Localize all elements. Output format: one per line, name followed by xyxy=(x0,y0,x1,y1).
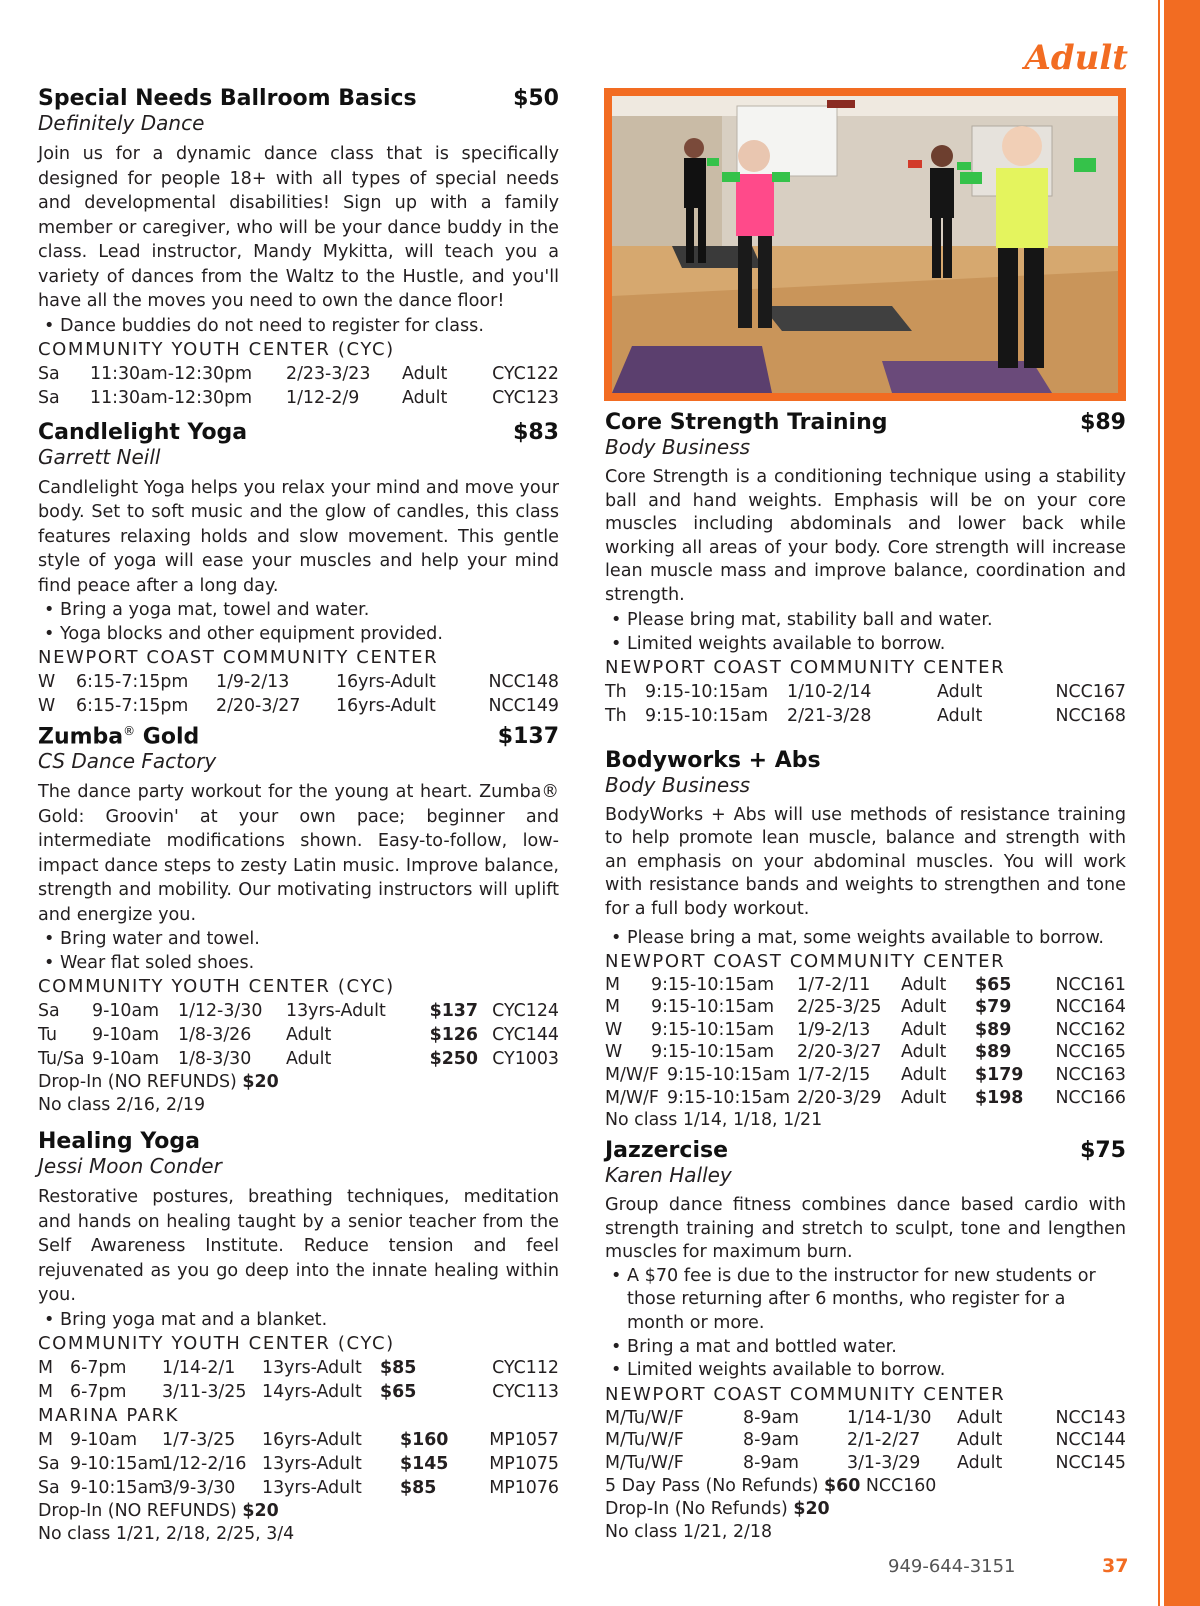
schedule-time: 9-10am xyxy=(92,1049,160,1070)
course-bullet: • Dance buddies do not need to register for class. xyxy=(38,314,559,338)
schedule-dates: 1/10-2/14 xyxy=(787,681,872,702)
course-price: $75 xyxy=(1080,1138,1126,1164)
schedule-dates: 1/8-3/26 xyxy=(178,1025,252,1046)
course-title: Healing Yoga xyxy=(38,1129,200,1155)
schedule-day: W xyxy=(38,672,56,692)
schedule-row xyxy=(38,999,559,1023)
schedule-row xyxy=(605,1019,1126,1042)
schedule-code: NCC162 xyxy=(1055,1019,1126,1040)
schedule-price: $160 xyxy=(400,1429,449,1450)
location-heading: NEWPORT COAST COMMUNITY CENTER xyxy=(605,1383,1006,1405)
schedule-row xyxy=(605,704,1126,728)
schedule-day: M xyxy=(605,974,621,995)
course-description: BodyWorks + Abs will use methods of resistance training to help promote lean muscle, balance and strength with an emphasis on your abdominal muscles. You will work with resistance bands and weights to strengthen and tone for a full body workout. xyxy=(605,804,1126,919)
schedule-code: NCC149 xyxy=(488,696,559,716)
schedule-dates: 1/12-2/16 xyxy=(162,1453,247,1474)
schedule-dates: 1/8-3/30 xyxy=(178,1049,252,1070)
schedule-code: CYC123 xyxy=(492,387,559,408)
schedule-dates: 2/23-3/23 xyxy=(286,363,371,384)
course-title xyxy=(38,724,199,749)
schedule-age: 13yrs-Adult xyxy=(262,1357,362,1378)
schedule-time: 9-10am xyxy=(70,1429,138,1450)
schedule-row xyxy=(605,1041,1126,1064)
schedule-day: Sa xyxy=(38,1477,60,1498)
schedule-row xyxy=(605,1429,1126,1452)
course-instructor: Body Business xyxy=(605,772,751,797)
schedule-time: 6-7pm xyxy=(70,1357,127,1378)
schedule-time: 9:15-10:15am xyxy=(645,705,769,726)
schedule-code: MP1057 xyxy=(489,1429,559,1450)
course-title: Bodyworks + Abs xyxy=(605,747,821,773)
schedule-age: Adult xyxy=(901,997,947,1018)
schedule-dates: 1/7-2/15 xyxy=(797,1064,871,1085)
dropin-label: Drop-In (No Refunds) xyxy=(605,1498,788,1519)
schedule-code: NCC161 xyxy=(1055,974,1126,995)
course-price: $50 xyxy=(513,86,559,111)
schedule-time: 8-9am xyxy=(743,1430,800,1451)
schedule-time: 9-10:15am xyxy=(70,1453,166,1474)
dropin-price: $20 xyxy=(242,1500,279,1521)
course-title-rest: Gold xyxy=(135,724,200,750)
course-jazzercise xyxy=(605,1138,1126,1544)
schedule-price: $126 xyxy=(429,1025,478,1046)
schedule-dates: 1/12-3/30 xyxy=(178,1001,263,1022)
course-candlelight-yoga xyxy=(38,420,559,719)
course-healing-yoga xyxy=(38,1129,559,1546)
registered-mark: ® xyxy=(123,724,136,738)
location-heading: MARINA PARK xyxy=(38,1404,180,1426)
course-title: Candlelight Yoga xyxy=(38,419,248,445)
schedule-age: Adult xyxy=(937,705,983,726)
schedule-time: 9-10:15am xyxy=(70,1477,166,1498)
no-class-note: No class 1/21, 2/18 xyxy=(605,1521,773,1542)
schedule-price: $198 xyxy=(975,1087,1024,1108)
schedule-code: NCC148 xyxy=(488,672,559,692)
course-bullet: • Bring water and towel. xyxy=(38,927,559,951)
schedule-row xyxy=(38,386,559,410)
course-instructor: Jessi Moon Conder xyxy=(38,1154,222,1179)
schedule-time: 9:15-10:15am xyxy=(651,1019,775,1040)
dropin-price: $20 xyxy=(242,1072,279,1093)
schedule-row xyxy=(38,694,559,718)
schedule-dates: 2/20-3/29 xyxy=(797,1087,882,1108)
day-pass-note xyxy=(605,1475,1126,1498)
dropin-note xyxy=(605,1498,1126,1521)
course-instructor: Definitely Dance xyxy=(38,111,205,135)
course-price: $89 xyxy=(1080,410,1126,435)
schedule-row xyxy=(38,1476,559,1500)
footer-phone: 949-644-3151 xyxy=(888,1556,1016,1577)
location-heading: COMMUNITY YOUTH CENTER (CYC) xyxy=(38,338,395,360)
location-heading: NEWPORT COAST COMMUNITY CENTER xyxy=(605,950,1006,972)
schedule-price: $179 xyxy=(975,1064,1024,1085)
dropin-label: Drop-In (NO REFUNDS) xyxy=(38,1072,237,1093)
schedule-code: CYC124 xyxy=(492,1001,559,1022)
page-number: 37 xyxy=(1102,1555,1129,1577)
schedule-dates: 3/9-3/30 xyxy=(162,1477,236,1498)
schedule-day: M/Tu/W/F xyxy=(605,1453,684,1474)
schedule-age: Adult xyxy=(286,1049,332,1070)
class-photo xyxy=(612,96,1118,393)
schedule-time: 11:30am-12:30pm xyxy=(90,363,253,384)
course-title: Core Strength Training xyxy=(605,410,888,435)
schedule-row xyxy=(38,1023,559,1047)
schedule-dates: 2/25-3/25 xyxy=(797,997,882,1018)
schedule-day: Sa xyxy=(38,1001,60,1022)
schedule-code: NCC166 xyxy=(1055,1087,1126,1108)
schedule-age: Adult xyxy=(957,1430,1003,1451)
schedule-day: W xyxy=(38,696,56,716)
page-edge-stripe xyxy=(1158,0,1160,1606)
course-description: Join us for a dynamic dance class that is specifically designed for people 18+ with all types of special needs and developmental disabilities! Sign up with a family member or caregiver, who will be your dance buddy in the class. Lead instructor, Mandy Mykitta, will teach you a variety of dances from the Waltz to the Hustle, and you'll have all the moves you need to own the dance floor! xyxy=(38,144,559,311)
schedule-time: 9-10am xyxy=(92,1025,160,1046)
schedule-time: 9:15-10:15am xyxy=(667,1064,791,1085)
schedule-code: NCC163 xyxy=(1055,1064,1126,1085)
schedule-age: 13yrs-Adult xyxy=(262,1453,362,1474)
schedule-time: 9:15-10:15am xyxy=(651,997,775,1018)
schedule-row xyxy=(605,1087,1126,1110)
course-description: Restorative postures, breathing techniques, meditation and hands on healing taught by a senior teacher from the Self Awareness Institute. Reduce tension and feel rejuvenated as you go deep into the innate healing within you. xyxy=(38,1187,559,1306)
section-title: Adult xyxy=(1024,38,1128,78)
schedule-dates: 2/21-3/28 xyxy=(787,705,872,726)
course-instructor: Karen Halley xyxy=(605,1163,732,1188)
schedule-dates: 2/20-3/27 xyxy=(797,1042,882,1063)
schedule-row xyxy=(38,1428,559,1452)
schedule-age: 16yrs-Adult xyxy=(336,672,436,692)
no-class-note: No class 1/14, 1/18, 1/21 xyxy=(605,1110,823,1131)
course-bodyworks-abs xyxy=(605,748,1126,1133)
course-bullet: • Wear flat soled shoes. xyxy=(38,951,559,975)
dropin-label: Drop-In (NO REFUNDS) xyxy=(38,1500,237,1521)
schedule-dates: 2/20-3/27 xyxy=(216,696,301,716)
schedule-dates: 1/9-2/13 xyxy=(797,1019,871,1040)
schedule-age: Adult xyxy=(901,974,947,995)
schedule-code: NCC143 xyxy=(1055,1407,1126,1428)
schedule-age: Adult xyxy=(901,1087,947,1108)
schedule-row xyxy=(38,362,559,386)
course-bullet: • Bring a yoga mat, towel and water. xyxy=(38,598,559,622)
dropin-note xyxy=(38,1500,559,1523)
schedule-code: MP1076 xyxy=(489,1477,559,1498)
schedule-age: Adult xyxy=(901,1019,947,1040)
course-bullet: • A $70 fee is due to the instructor for new students or those returning after 6 months, who register for a month or more. xyxy=(605,1265,1126,1336)
schedule-dates: 3/1-3/29 xyxy=(847,1453,921,1474)
course-price: $137 xyxy=(497,724,559,750)
schedule-price: $89 xyxy=(975,1019,1012,1040)
schedule-age: Adult xyxy=(937,681,983,702)
schedule-age: Adult xyxy=(402,363,448,384)
course-title: Special Needs Ballroom Basics xyxy=(38,86,417,111)
course-core-strength xyxy=(605,410,1126,728)
schedule-age: Adult xyxy=(957,1453,1003,1474)
schedule-day: W xyxy=(605,1019,623,1040)
no-class-note: No class 1/21, 2/18, 2/25, 3/4 xyxy=(38,1523,295,1544)
schedule-time: 6:15-7:15pm xyxy=(76,696,189,716)
schedule-time: 8-9am xyxy=(743,1453,800,1474)
schedule-code: CYC144 xyxy=(492,1025,559,1046)
course-title: Jazzercise xyxy=(605,1138,729,1164)
course-bullet: • Please bring mat, stability ball and water. xyxy=(605,608,1126,632)
schedule-day: M/Tu/W/F xyxy=(605,1407,684,1428)
schedule-day: M xyxy=(38,1357,54,1378)
course-description: The dance party workout for the young at heart. Zumba® Gold: Groovin' at your own pace; beginner and intermediate modifications shown. Easy-to-follow, low-impact dance steps to zesty Latin music. Improve balance, strength and mobility. Our motivating instructors will uplift and energize you. xyxy=(38,782,559,925)
schedule-row xyxy=(38,1452,559,1476)
schedule-code: CYC113 xyxy=(492,1381,559,1402)
dropin-price: $20 xyxy=(793,1498,830,1519)
schedule-price: $137 xyxy=(429,1001,478,1022)
schedule-row xyxy=(605,1407,1126,1430)
schedule-day: M xyxy=(38,1381,54,1402)
schedule-time: 9:15-10:15am xyxy=(651,974,775,995)
schedule-row xyxy=(605,1064,1126,1087)
schedule-price: $89 xyxy=(975,1042,1012,1063)
course-bullet: • Bring yoga mat and a blanket. xyxy=(38,1308,559,1332)
schedule-dates: 1/7-3/25 xyxy=(162,1429,236,1450)
schedule-price: $85 xyxy=(400,1477,437,1498)
schedule-row xyxy=(38,670,559,694)
schedule-age: Adult xyxy=(901,1042,947,1063)
schedule-code: CY1003 xyxy=(492,1049,559,1070)
course-bullet: • Bring a mat and bottled water. xyxy=(605,1336,1126,1360)
schedule-price: $65 xyxy=(380,1381,417,1402)
schedule-row xyxy=(605,974,1126,997)
course-description: Core Strength is a conditioning technique using a stability ball and hand weights. Emphasis will be on your core muscles including abdominals and lower back while working all areas of your body. Core strength will increase lean muscle mass and improve balance, coordination and strength. xyxy=(605,467,1126,605)
schedule-price: $65 xyxy=(975,974,1012,995)
schedule-age: Adult xyxy=(901,1064,947,1085)
schedule-day: Th xyxy=(605,681,627,702)
schedule-code: NCC145 xyxy=(1055,1453,1126,1474)
course-ballroom xyxy=(38,86,559,410)
schedule-dates: 1/7-2/11 xyxy=(797,974,871,995)
schedule-day: Sa xyxy=(38,387,60,408)
schedule-price: $79 xyxy=(975,997,1012,1018)
schedule-row xyxy=(605,996,1126,1019)
schedule-code: NCC144 xyxy=(1055,1430,1126,1451)
course-description: Candlelight Yoga helps you relax your mind and move your body. Set to soft music and the glow of candles, this class features relaxing holds and slow movement. This gentle style of yoga will ease your muscles and help your mind find peace after a long day. xyxy=(38,477,559,596)
schedule-day: Tu/Sa xyxy=(38,1049,85,1070)
schedule-age: 16yrs-Adult xyxy=(336,696,436,716)
schedule-day: Sa xyxy=(38,363,60,384)
schedule-age: 16yrs-Adult xyxy=(262,1429,362,1450)
schedule-code: CYC122 xyxy=(492,363,559,384)
right-column xyxy=(605,410,1126,1544)
schedule-day: M xyxy=(605,997,621,1018)
schedule-day: Th xyxy=(605,705,627,726)
no-class-note: No class 2/16, 2/19 xyxy=(38,1095,206,1116)
schedule-time: 6:15-7:15pm xyxy=(76,672,189,692)
schedule-time: 9:15-10:15am xyxy=(667,1087,791,1108)
schedule-row xyxy=(38,1356,559,1380)
location-heading: COMMUNITY YOUTH CENTER (CYC) xyxy=(38,1332,395,1354)
schedule-time: 8-9am xyxy=(743,1407,800,1428)
schedule-row xyxy=(38,1047,559,1071)
left-column xyxy=(38,86,559,1546)
schedule-price: $145 xyxy=(400,1453,449,1474)
course-instructor: Body Business xyxy=(605,435,751,459)
schedule-code: NCC168 xyxy=(1055,705,1126,726)
schedule-age: Adult xyxy=(402,387,448,408)
schedule-day: M/W/F xyxy=(605,1087,659,1108)
schedule-dates: 1/14-2/1 xyxy=(162,1357,236,1378)
schedule-age: 13yrs-Adult xyxy=(286,1001,386,1022)
schedule-time: 9:15-10:15am xyxy=(645,681,769,702)
schedule-age: 14yrs-Adult xyxy=(262,1381,362,1402)
schedule-price: $85 xyxy=(380,1357,417,1378)
course-zumba-gold xyxy=(38,724,559,1117)
course-bullet: • Yoga blocks and other equipment provided. xyxy=(38,622,559,646)
orange-sidebar xyxy=(1164,0,1200,1606)
pass-price: $60 xyxy=(824,1475,861,1496)
schedule-day: Tu xyxy=(38,1025,58,1046)
course-bullet: • Limited weights available to borrow. xyxy=(605,632,1126,656)
schedule-code: NCC165 xyxy=(1055,1042,1126,1063)
pass-code: NCC160 xyxy=(865,1475,937,1496)
schedule-dates: 1/12-2/9 xyxy=(286,387,360,408)
course-instructor: CS Dance Factory xyxy=(38,749,217,774)
schedule-day: M xyxy=(38,1429,54,1450)
schedule-age: Adult xyxy=(286,1025,332,1046)
course-instructor: Garrett Neill xyxy=(38,444,161,469)
schedule-code: NCC167 xyxy=(1055,681,1126,702)
course-title-main: Zumba xyxy=(38,724,124,750)
schedule-dates: 1/9-2/13 xyxy=(216,672,290,692)
schedule-code: MP1075 xyxy=(489,1453,559,1474)
schedule-price: $250 xyxy=(429,1049,478,1070)
schedule-time: 6-7pm xyxy=(70,1381,127,1402)
schedule-dates: 1/14-1/30 xyxy=(847,1407,932,1428)
dropin-note xyxy=(38,1071,559,1094)
course-bullet: • Please bring a mat, some weights available to borrow. xyxy=(605,926,1126,950)
schedule-code: CYC112 xyxy=(492,1357,559,1378)
course-description: Group dance fitness combines dance based cardio with strength training and stretch to sculpt, tone and lengthen muscles for maximum burn. xyxy=(605,1195,1126,1263)
schedule-age: Adult xyxy=(957,1407,1003,1428)
schedule-dates: 2/1-2/27 xyxy=(847,1430,921,1451)
schedule-day: M/Tu/W/F xyxy=(605,1430,684,1451)
pass-label: 5 Day Pass (No Refunds) xyxy=(605,1475,819,1496)
schedule-time: 9-10am xyxy=(92,1001,160,1022)
schedule-day: Sa xyxy=(38,1453,60,1474)
schedule-time: 9:15-10:15am xyxy=(651,1042,775,1063)
course-price: $83 xyxy=(513,419,559,445)
schedule-row xyxy=(38,1380,559,1404)
schedule-row xyxy=(605,680,1126,704)
schedule-day: W xyxy=(605,1042,623,1063)
location-heading: NEWPORT COAST COMMUNITY CENTER xyxy=(605,656,1006,678)
schedule-day: M/W/F xyxy=(605,1064,659,1085)
schedule-row xyxy=(605,1452,1126,1475)
course-bullet: • Limited weights available to borrow. xyxy=(605,1359,1126,1383)
schedule-code: NCC164 xyxy=(1055,997,1126,1018)
schedule-age: 13yrs-Adult xyxy=(262,1477,362,1498)
schedule-dates: 3/11-3/25 xyxy=(162,1381,247,1402)
location-heading: COMMUNITY YOUTH CENTER (CYC) xyxy=(38,976,395,998)
location-heading: NEWPORT COAST COMMUNITY CENTER xyxy=(38,647,439,668)
schedule-time: 11:30am-12:30pm xyxy=(90,387,253,408)
